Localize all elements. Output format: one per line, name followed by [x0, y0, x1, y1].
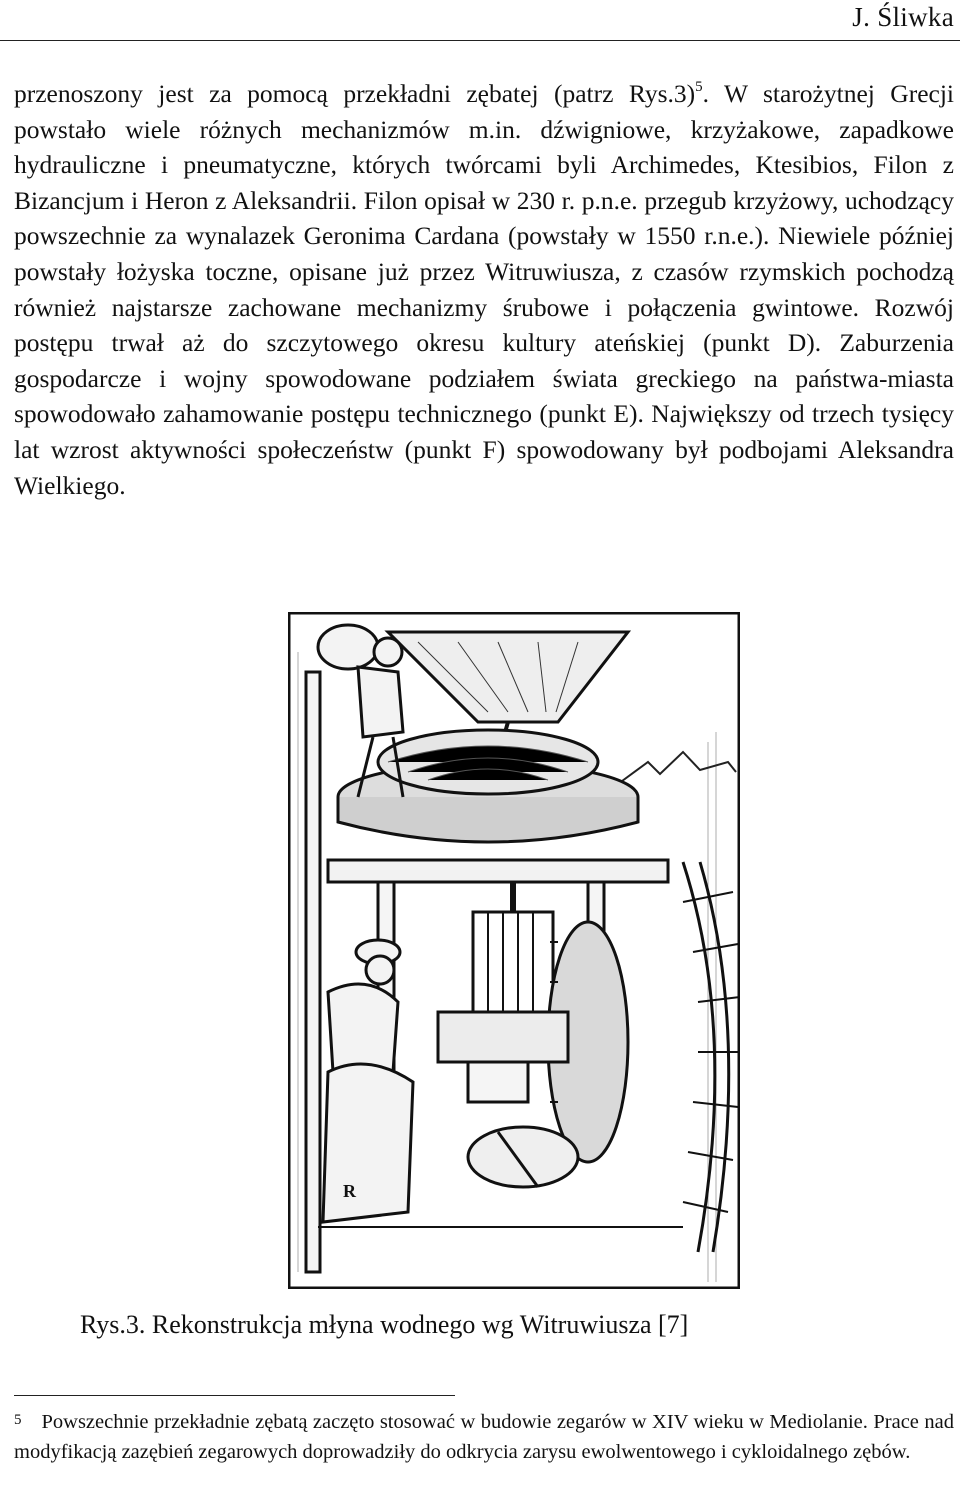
figure-caption: Rys.3. Rekonstrukcja młyna wodnego wg Witruwiusza [7]: [80, 1310, 689, 1339]
water-mill-illustration: [288, 612, 740, 1289]
footnote-rule: [14, 1395, 455, 1396]
footnote-text: Powszechnie przekładnie zębatą zaczęto stosować w budowie zegarów w XIV wieku w Mediolanie. Prace nad modyfikacją zazębień zegarowych doprowadziły do odkrycia zarysu ewolwentowego i cykloidalnego zębów.: [14, 1411, 954, 1463]
figure-water-mill-woodcut: [288, 612, 740, 1289]
sack-letter: R: [343, 1181, 356, 1201]
running-header-author: J. Śliwka: [852, 2, 954, 32]
footnote: [14, 1408, 954, 1467]
paragraph-1: [14, 76, 954, 503]
paragraph-1-rest: . W starożytnej Grecji powstało wiele różnych mechanizmów m.in. dźwigniowe, krzyżakowe, zapadkowe hydrauliczne i pneumatyczne, których twórcami byli Archimedes, Ktesibios, Filon z Bizancjum i Heron z Aleksandrii. Filon opisał w 230 r. p.n.e. przegub krzyżowy, uchodzący powszechnie za wynalazek Geronima Cardana (powstały w 1550 r.n.e.). Niewiele później powstały łożyska toczne, opisane już przez Witruwiusza, z czasów rzymskich pochodzą również najstarsze zachowane mechanizmy śrubowe i połączenia gwintowe. Rozwój postępu trwał aż do szczytowego okresu kultury ateńskiej (punkt D). Zaburzenia gospodarcze i wojny spowodowane podziałem świata greckiego na państwa-miasta spowodowało zahamowanie postępu technicznego (punkt E). Największy od trzech tysięcy lat wzrost aktywności społeczeństw (punkt F) spowodowany był podbojami Aleksandra Wielkiego.: [14, 79, 954, 500]
header-rule: [0, 40, 960, 41]
footnote-number: 5: [14, 1412, 22, 1428]
paragraph-1-start: przenoszony jest za pomocą przekładni zębatej (patrz Rys.3): [14, 79, 696, 108]
body-text: [14, 76, 954, 503]
footnote-reference[interactable]: 5: [695, 79, 703, 95]
